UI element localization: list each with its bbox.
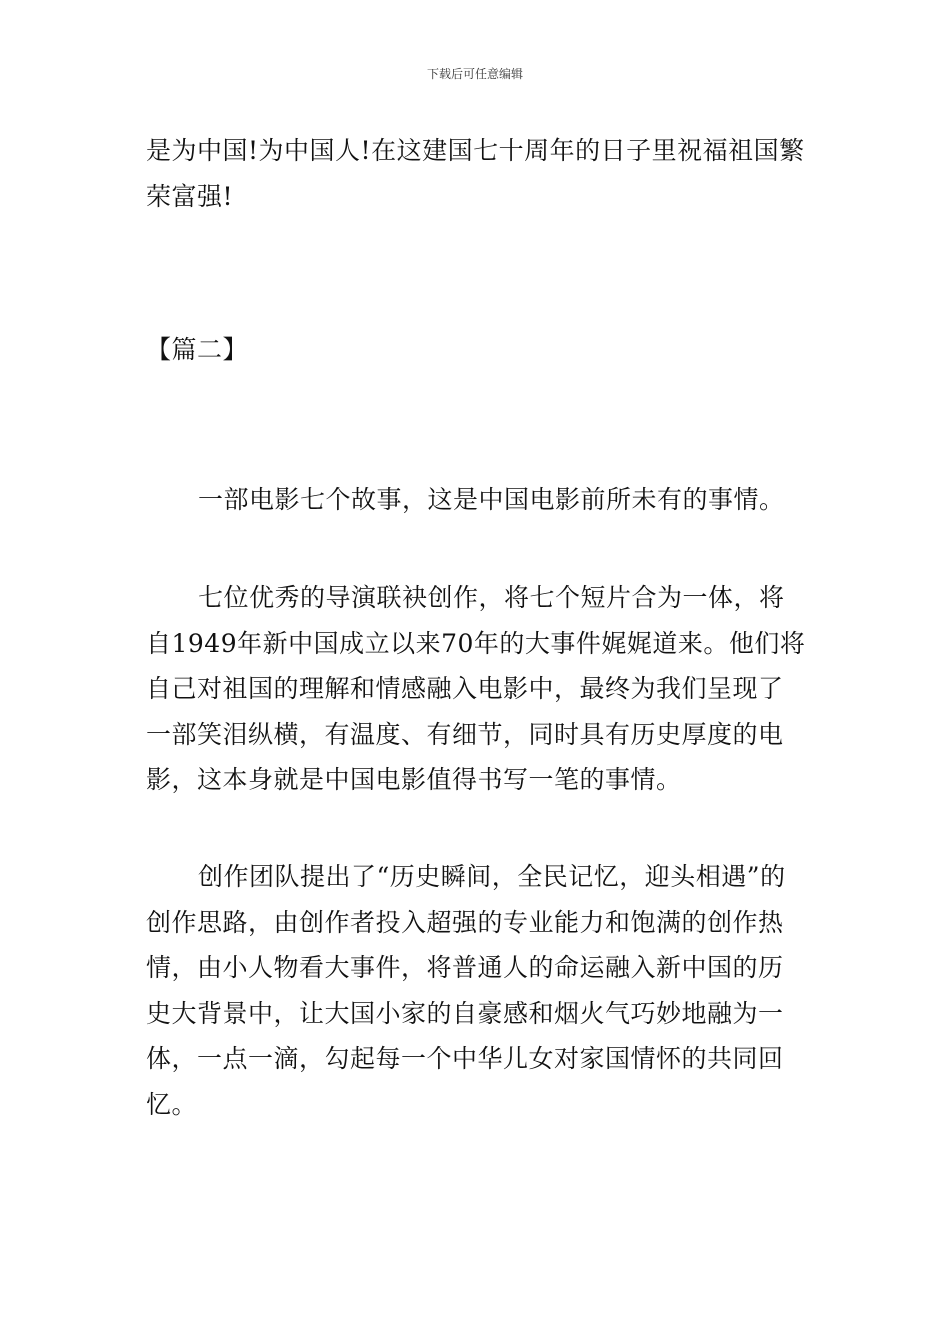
page-header-note: 下载后可任意编辑 (426, 67, 523, 81)
paragraph: 一部电影七个故事，这是中国电影前所未有的事情。 (198, 485, 785, 514)
section-heading: 【篇二】 (146, 335, 249, 364)
paragraph-continuation: 是为中国!为中国人!在这建国七十周年的日子里祝福祖国繁荣富强! (146, 136, 805, 211)
paragraph: 创作团队提出了“历史瞬间，全民记忆，迎头相遇”的创作思路，由创作者投入超强的专业能力和饱满的创作热情，由小人物看大事件，将普通人的命运融入新中国的历史大背景中，让大国小家的自豪感和烟火气巧妙地融为一体，一点一滴，勾起每一个中华儿女对家国情怀的共同回忆。 (146, 862, 786, 1119)
paragraph: 七位优秀的导演联袂创作，将七个短片合为一体，将自1949年新中国成立以来70年的大事件娓娓道来。他们将自己对祖国的理解和情感融入电影中，最终为我们呈现了一部笑泪纵横，有温度、有细节，同时具有历史厚度的电影，这本身就是中国电影值得书写一笔的事情。 (146, 583, 806, 794)
